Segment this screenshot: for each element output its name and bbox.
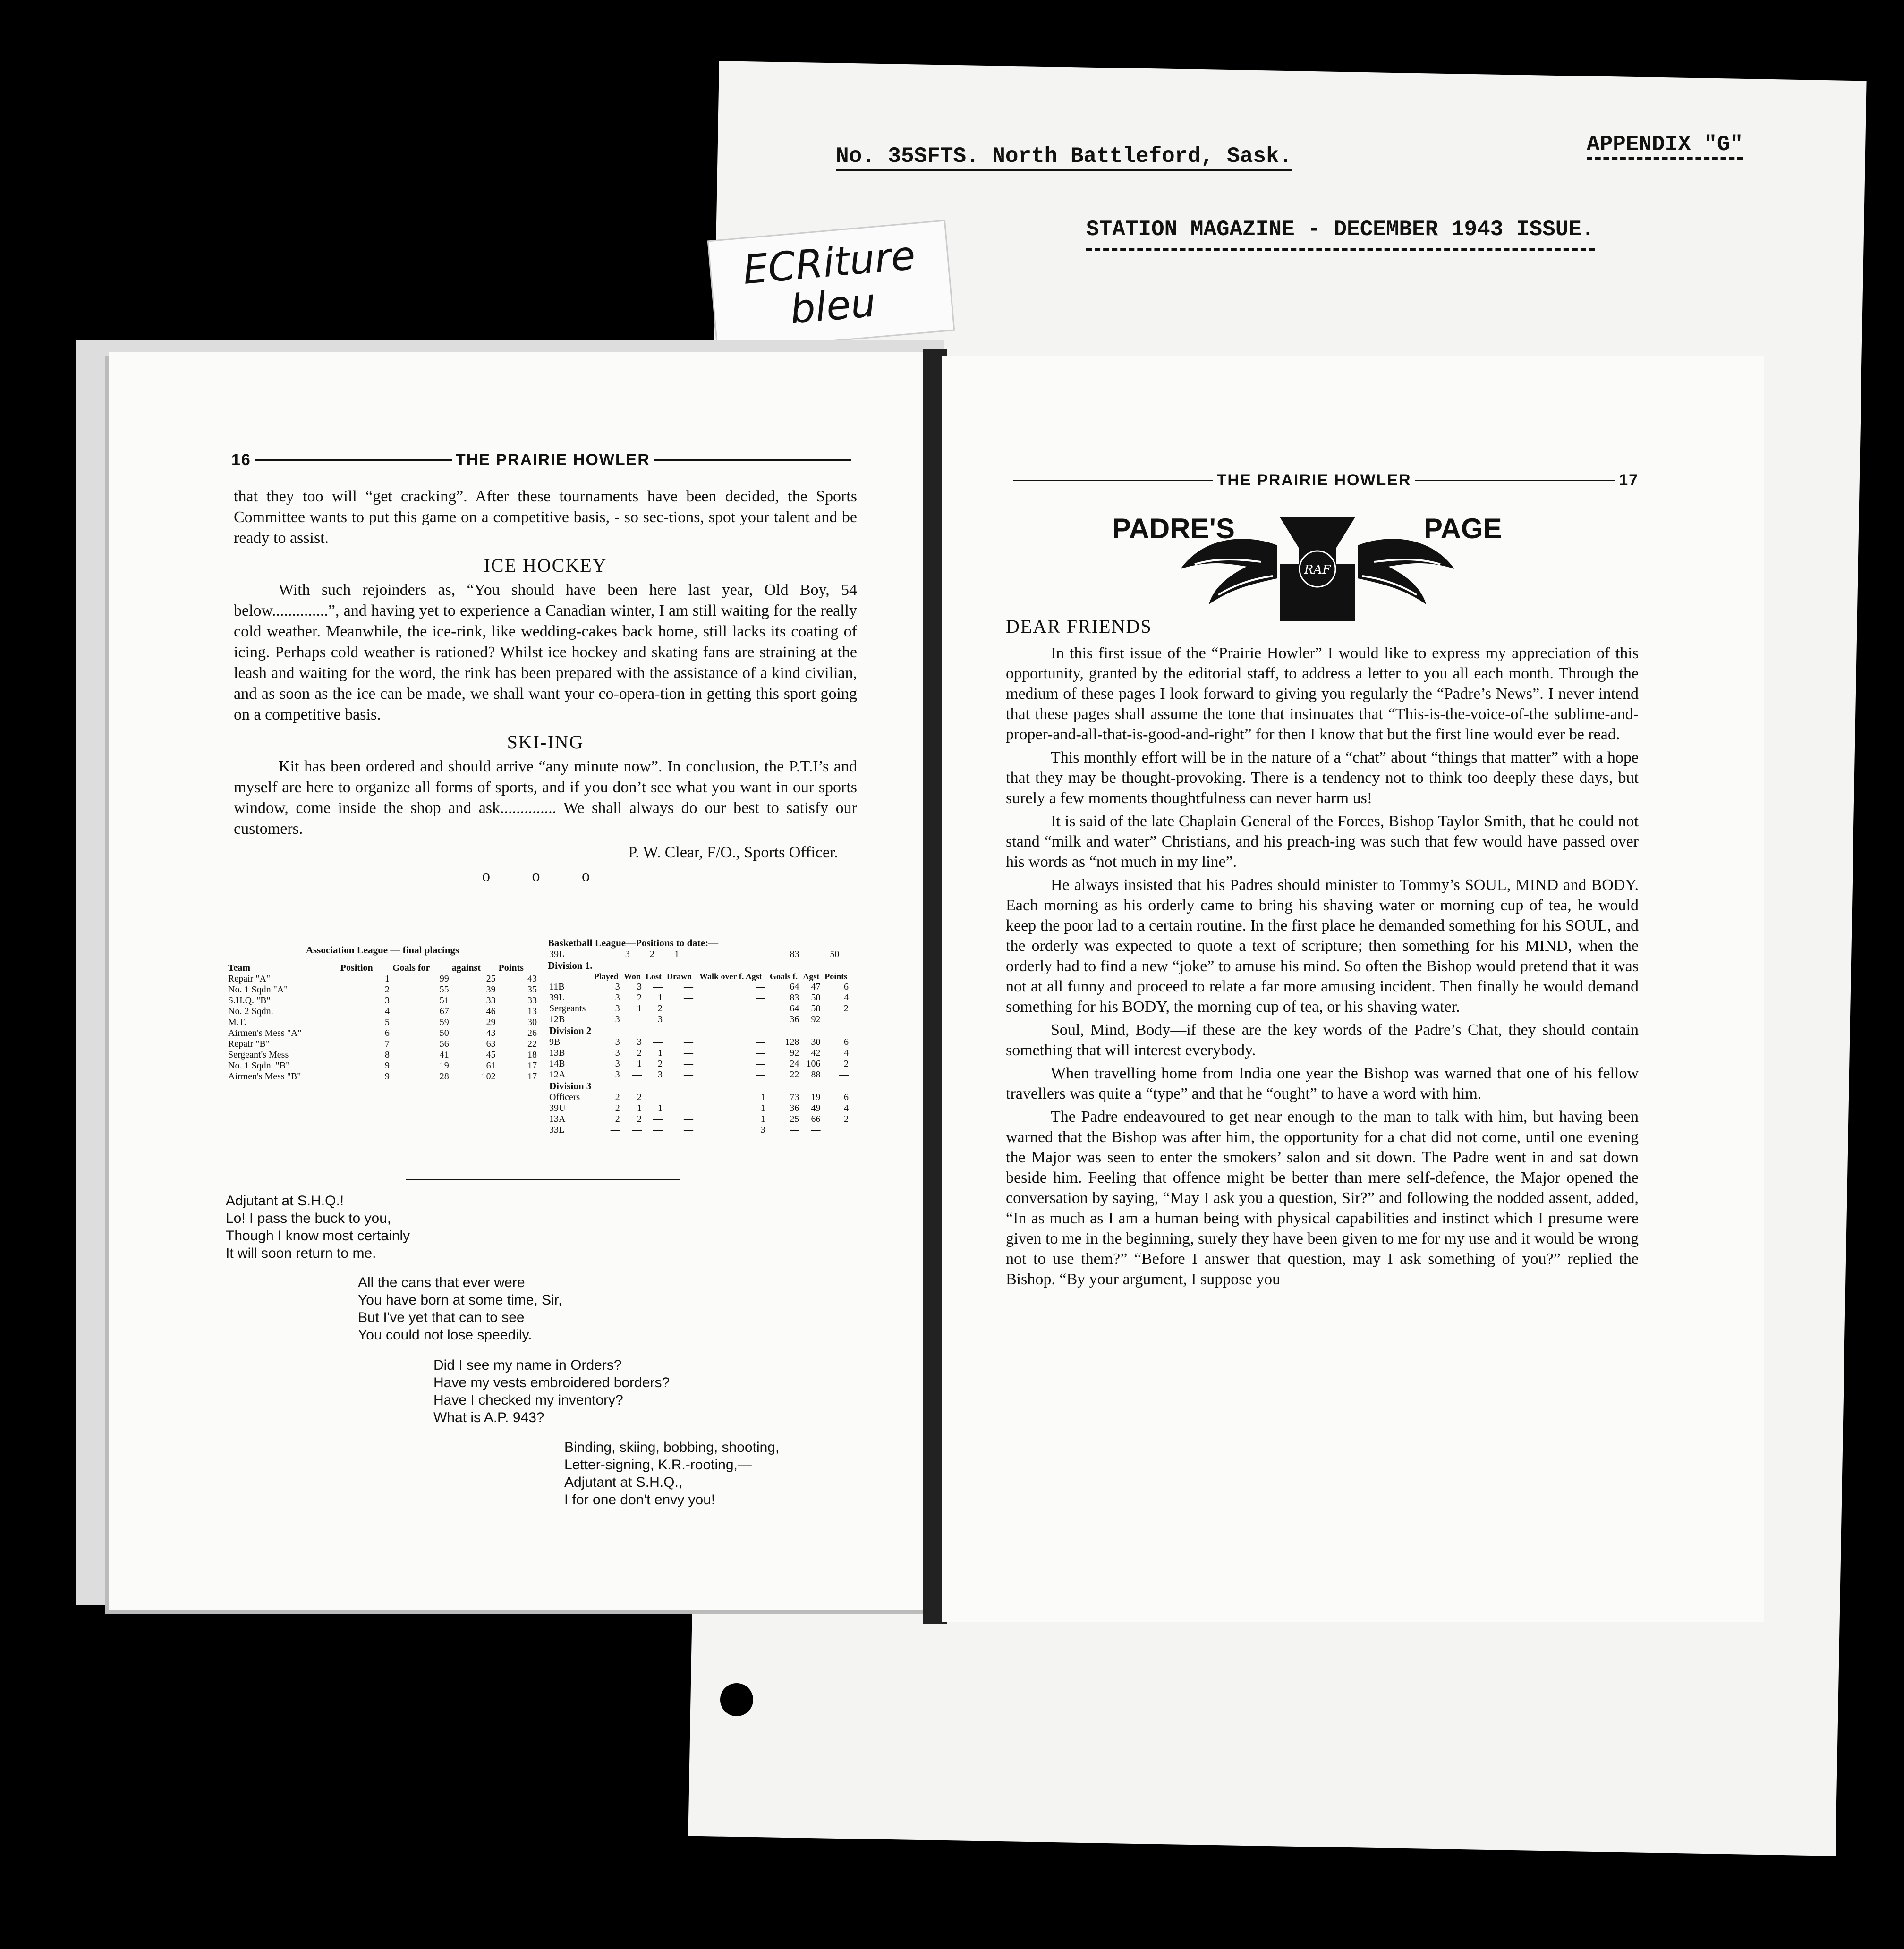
paragraph: It is said of the late Chaplain General of the Forces, Bishop Taylor Smith, that he could not stand “milk and water” Christians, and his preach-ing was such that few would have passed over his words as “not much in my line”. (1006, 813, 1639, 871)
table-cell: Officers (549, 1092, 580, 1102)
column-header: Played (594, 972, 619, 981)
table-cell: 4 (844, 1103, 849, 1113)
sticky-note-line: ECRiture (741, 232, 918, 293)
table-cell: 102 (481, 1071, 496, 1082)
table-cell: — (632, 1069, 642, 1080)
poem-line: I for one don't envy you! (564, 1492, 715, 1508)
table-cell: 3 (385, 995, 390, 1006)
poem-line: But I've yet that can to see (358, 1310, 525, 1325)
table-cell: 1 (658, 1103, 663, 1113)
table-cell: 43 (527, 974, 537, 984)
table-cell: — (756, 1003, 765, 1014)
table-row (548, 1048, 850, 1059)
paragraph: In this first issue of the “Prairie Howler” I would like to express my appreciation of this opportunity, granted by the editorial staff, to address a letter to you all each month. Through the medium of these pages I look forward to giving you regularly the “Padre’s News”. I never intend that these pages shall assume the tone that insinuates that “This-is-the-voice-of-the sublime-and-proper-and-all-that-is-good-and-right” for then I know that but the first line would ever be read. (1006, 644, 1639, 743)
table-cell: 13B (549, 1048, 565, 1058)
table-row (548, 1069, 850, 1080)
table-row (227, 1028, 538, 1039)
table-cell: 2 (844, 1059, 849, 1069)
table-cell: 39U (549, 1103, 566, 1113)
table-cell: — (756, 982, 765, 992)
table-cell: 2 (637, 992, 642, 1003)
poem-line: It will soon return to me. (226, 1246, 376, 1261)
page-number: 17 (1619, 471, 1639, 489)
table-cell: Repair "A" (228, 974, 271, 984)
left-running-header (231, 451, 855, 469)
table-cell: 26 (527, 1028, 537, 1038)
sticky-note (709, 221, 953, 350)
table-cell: 64 (790, 1003, 799, 1014)
column-header: Points (498, 963, 524, 973)
table-cell: — (756, 1048, 765, 1058)
table-row (548, 1014, 850, 1025)
table-cell: 7 (385, 1039, 390, 1049)
table-cell: 3 (760, 1125, 765, 1135)
table-cell: 35 (527, 984, 537, 995)
column-header: Won (623, 972, 641, 981)
table-row (548, 1114, 850, 1125)
table-cell: 106 (806, 1059, 821, 1069)
table-cell: 13A (549, 1114, 566, 1124)
table-cell (841, 949, 850, 960)
running-title: THE PRAIRIE HOWLER (455, 451, 650, 469)
right-article (1006, 616, 1639, 1292)
table-row (548, 1037, 850, 1048)
table-cell: — (790, 1125, 799, 1135)
paragraph: that they too will “get cracking”. After these tournaments have been decided, the Sports Committee wants to put this game on a competitive basis, - so sec-tions, spot your talent and be ready to assist. (234, 488, 857, 547)
separator: o o o (482, 867, 609, 885)
table-cell: 29 (486, 1017, 496, 1027)
table-cell: 9 (385, 1060, 390, 1071)
table-cell: 63 (486, 1039, 496, 1049)
poem-line: You have born at some time, Sir, (358, 1292, 562, 1308)
table-title: Basketball League—Positions to date:— (548, 937, 719, 949)
table-cell: 92 (811, 1014, 821, 1025)
table-cell: 66 (811, 1114, 821, 1124)
column-header: Walk over f. Agst (699, 972, 762, 981)
table-cell: 99 (439, 974, 449, 984)
table-cell: 83 (790, 949, 799, 959)
poem-line: You could not lose speedily. (358, 1327, 532, 1343)
table-cell: — (610, 1125, 620, 1135)
table-cell: 36 (790, 1103, 799, 1113)
table-cell: 55 (439, 984, 449, 995)
table-row (548, 982, 850, 992)
table-cell: 3 (615, 992, 620, 1003)
table-cell: 3 (615, 1048, 620, 1058)
table-cell: 1 (385, 974, 390, 984)
table-cell: 3 (615, 982, 620, 992)
poem-line: Though I know most certainly (226, 1228, 410, 1244)
basketball-league-table (548, 937, 859, 1136)
table-cell: 41 (439, 1050, 449, 1060)
table-cell: — (684, 1092, 694, 1102)
column-header: Lost (646, 972, 662, 981)
table-cell: 128 (785, 1037, 799, 1047)
paragraph: When travelling home from India one year the Bishop was warned that one of his fellow travellers was quite a “type” and that he “ought” to have a word with him. (1006, 1065, 1639, 1102)
table-row (227, 984, 538, 995)
sticky-note-line: bleu (788, 279, 878, 333)
table-row (548, 1103, 850, 1114)
table-cell: 30 (811, 1037, 821, 1047)
table-cell: Airmen's Mess "A" (228, 1028, 302, 1038)
table-cell: — (709, 949, 719, 959)
table-cell: M.T. (228, 1017, 246, 1027)
column-header: Drawn (667, 972, 692, 981)
emblem-monogram: RAF (1304, 563, 1331, 577)
magazine-title: STATION MAGAZINE - DECEMBER 1943 ISSUE. (1086, 217, 1595, 251)
table-cell: — (684, 1059, 694, 1069)
table-cell: 1 (760, 1103, 765, 1113)
table-cell: 50 (439, 1028, 449, 1038)
table-cell: 2 (615, 1103, 620, 1113)
table-cell: 2 (637, 1092, 642, 1102)
table-cell: — (684, 982, 694, 992)
table-cell: 88 (811, 1069, 821, 1080)
table-cell: 1 (637, 1103, 642, 1113)
poem-line: Adjutant at S.H.Q., (564, 1474, 683, 1490)
table-cell: — (756, 992, 765, 1003)
table-row (548, 1092, 850, 1103)
table-cell: Sergeants (549, 1003, 586, 1014)
table-cell: Sergeant's Mess (228, 1050, 289, 1060)
table-cell: 39 (486, 984, 496, 995)
column-header: Agst (803, 972, 820, 981)
table-cell: — (684, 1103, 694, 1113)
table-cell: 1 (760, 1092, 765, 1102)
table-cell: 59 (439, 1017, 449, 1027)
table-cell: 43 (486, 1028, 496, 1038)
table-cell: 2 (658, 1003, 663, 1014)
table-cell: 36 (790, 1014, 799, 1025)
table-cell: 3 (658, 1069, 663, 1080)
paragraph: Kit has been ordered and should arrive “any minute now”. In conclusion, the P.T.I’s and myself are here to organize all forms of sports, and if you don’t see what you want in our sports window, come inside the shop and ask.............. We shall always do our best to satisfy our customers. (234, 758, 857, 838)
poem-line: All the cans that ever were (358, 1275, 525, 1290)
table-cell: 17 (527, 1071, 537, 1082)
table-cell: 1 (674, 949, 680, 959)
table-cell: 73 (790, 1092, 799, 1102)
poem-line: Did I see my name in Orders? (434, 1357, 622, 1373)
table-cell (822, 1125, 850, 1136)
poem-stanza (358, 1274, 562, 1344)
table-cell: Repair "B" (228, 1039, 270, 1049)
column-header: Team (228, 963, 251, 973)
table-cell: 30 (527, 1017, 537, 1027)
table-row (227, 1006, 538, 1017)
table-cell: 39L (549, 992, 565, 1003)
poem-line: Have I checked my inventory? (434, 1392, 623, 1408)
poem-stanza (434, 1356, 670, 1426)
rule (406, 1179, 680, 1180)
table-cell: 92 (790, 1048, 799, 1058)
salutation: DEAR FRIENDS (1006, 616, 1152, 637)
paragraph: With such rejoinders as, “You should have been here last year, Old Boy, 54 below..............”, and having yet to experience a Canadian winter, I am still waiting for the really cold weather. Meanwhile, the ice-rink, like wedding-cakes back home, still lacks its coating of icing. Perhaps cold weather is rationed? Whilst ice hockey and skating fans are straining at the leash and waiting for the word, the rink has been prepared with the assistance of a kind civilian, and as soon as the ice can be made, we shall want your co-opera-tion in getting this sport going on a competitive basis. (234, 581, 857, 723)
table-cell: 64 (790, 982, 799, 992)
paragraph: Soul, Mind, Body—if these are the key words of the Padre’s Chat, they should contain something that will interest everybody. (1006, 1021, 1639, 1059)
poem-stanza (564, 1439, 779, 1508)
table-cell: — (684, 1048, 694, 1058)
table-cell: 28 (439, 1071, 449, 1082)
table-cell: — (684, 992, 694, 1003)
table-row (548, 1059, 850, 1069)
table-cell: 2 (650, 949, 654, 959)
table-cell: 6 (844, 982, 849, 992)
table-cell: — (839, 1014, 849, 1025)
table-cell: 9 (385, 1071, 390, 1082)
table-cell: — (684, 1114, 694, 1124)
table-cell: 1 (658, 1048, 663, 1058)
table-cell: 3 (615, 1003, 620, 1014)
table-cell: 2 (615, 1092, 620, 1102)
table-cell: 2 (637, 1048, 642, 1058)
signature: P. W. Clear, F/O., Sports Officer. (628, 844, 838, 861)
poem-line: Letter-signing, K.R.-rooting,— (564, 1457, 752, 1473)
table-cell: — (632, 1014, 642, 1025)
table-cell: 1 (637, 1059, 642, 1069)
padres-title-right: PAGE (1424, 513, 1502, 544)
column-header: Position (340, 963, 373, 973)
paragraph: This monthly effort will be in the nature of a “chat” about “things that matter” with a hope that they may be thought-provoking. There is a tendency not to think too deeply these days, but surely a few moments thoughtfulness can never harm us! (1006, 749, 1639, 807)
table-cell: 22 (790, 1069, 799, 1080)
table-cell: 2 (844, 1003, 849, 1014)
table-cell: 6 (844, 1092, 849, 1102)
section-heading: ICE HOCKEY (484, 555, 607, 576)
right-running-header (1013, 471, 1639, 490)
table-cell: 67 (439, 1006, 449, 1017)
table-cell: — (653, 1114, 663, 1124)
table-cell: — (684, 1003, 694, 1014)
table-cell: 24 (790, 1059, 799, 1069)
table-cell: 47 (811, 982, 821, 992)
table-cell: — (839, 1069, 849, 1080)
table-title: Association League — final placings (306, 944, 459, 956)
table-cell: 33L (549, 1125, 565, 1135)
table-cell: 50 (811, 992, 821, 1003)
table-cell: 2 (844, 1114, 849, 1124)
poem-line: Adjutant at S.H.Q.! (226, 1193, 344, 1209)
table-cell: 51 (439, 995, 449, 1006)
table-cell: 56 (439, 1039, 449, 1049)
table-cell: — (756, 1037, 765, 1047)
table-cell: 83 (790, 992, 799, 1003)
association-league-table (227, 944, 538, 1082)
table-cell: 45 (486, 1050, 496, 1060)
poem-line: Lo! I pass the buck to you, (226, 1211, 391, 1226)
column-header: Goals for (392, 963, 430, 973)
table-cell: 1 (658, 992, 663, 1003)
table-cell: 14B (549, 1059, 565, 1069)
table-cell: 22 (527, 1039, 537, 1049)
table-cell: 18 (527, 1050, 537, 1060)
table-cell: 4 (844, 1048, 849, 1058)
division-label: Division 1. (548, 960, 593, 971)
table-cell: 8 (385, 1050, 390, 1060)
table-row (227, 1060, 538, 1071)
table-cell: — (653, 1125, 663, 1135)
table-cell: 4 (844, 992, 849, 1003)
table-cell: 1 (760, 1114, 765, 1124)
table-cell: — (653, 1037, 663, 1047)
table-cell: 19 (811, 1092, 821, 1102)
table-cell: 12A (549, 1069, 566, 1080)
table-cell: 4 (385, 1006, 390, 1017)
table-cell: S.H.Q. "B" (228, 995, 271, 1006)
table-cell: 13 (527, 1006, 537, 1017)
running-title: THE PRAIRIE HOWLER (1216, 471, 1411, 489)
table-cell: 6 (385, 1028, 390, 1038)
poem-line: What is A.P. 943? (434, 1410, 544, 1425)
table-row (227, 1017, 538, 1028)
raf-wings-cross-icon (1176, 512, 1459, 626)
table-row (548, 1003, 850, 1014)
table-cell: 25 (790, 1114, 799, 1124)
table-cell: 42 (811, 1048, 821, 1058)
table-row (548, 1125, 850, 1136)
table-cell: 39L (549, 949, 565, 959)
column-header: Points (824, 972, 848, 981)
table-cell: — (756, 1069, 765, 1080)
table-cell: 2 (615, 1114, 620, 1124)
table-cell: 17 (527, 1060, 537, 1071)
paragraph: The Padre endeavoured to get near enough to the man to talk with him, but having been warned that the Bishop was after him, the opportunity for a chat did not come, until one evening the Major was seen to enter the smokers’ salon and sit down. The Padre went in and sat down beside him. Feeling that offence might be better than mere self-defence, the Major opened the conversation by saying, “May I ask you a question, Sir?” and following the nodded assent, added, “In as much as I am a human being with physical capabilities and instinct which I presume were given to me in the beginning, surely they have been given to me for my use and it would be wrong not to use them?” “Before I answer that question, may I ask something of you?” replied the Bishop. “By your argument, I suppose you (1006, 1108, 1639, 1288)
division-label: Division 2 (549, 1025, 592, 1036)
table-cell: — (756, 1059, 765, 1069)
table-cell: 5 (385, 1017, 390, 1027)
table-cell: — (632, 1125, 642, 1135)
paragraph: He always insisted that his Padres should minister to Tommy’s SOUL, MIND and BODY. Each morning as his orderly came to bring his shaving water or morning cup of tea, he would keep the poor lad to a certain routine. In the first place he demanded something for his SOUL, and the orderly was expected to quote a text of scripture; then something for his MIND, when the orderly had to find a new “joke” to amuse his mind. So often the Bishop would pretend that it was not at all funny and proceed to relate a far more amusing incident. Then finally he would demand something for his BODY, the morning cup of tea, or his shaving water. (1006, 876, 1639, 1016)
table-row (227, 1050, 538, 1060)
table-row (227, 995, 538, 1006)
poem-line: Binding, skiing, bobbing, shooting, (564, 1440, 780, 1455)
table-row (227, 1071, 538, 1082)
section-heading: SKI-ING (507, 731, 584, 753)
table-cell: 2 (658, 1059, 663, 1069)
padres-title-left: PADRE'S (1112, 513, 1235, 544)
table-cell: 1 (637, 1003, 642, 1014)
table-cell: 58 (811, 1003, 821, 1014)
table-cell: 25 (486, 974, 496, 984)
table-cell: — (756, 1014, 765, 1025)
division-label: Division 3 (549, 1080, 592, 1092)
appendix-label: APPENDIX "G" (1587, 132, 1743, 160)
table-row (548, 992, 850, 1003)
table-cell: 11B (549, 982, 565, 992)
table-cell: No. 1 Sqdn "A" (228, 984, 288, 995)
table-cell: 50 (830, 949, 840, 959)
table-cell: 6 (844, 1037, 849, 1047)
table-cell: No. 2 Sqdn. (228, 1006, 273, 1017)
table-cell: — (684, 1069, 694, 1080)
table-cell: 61 (486, 1060, 496, 1071)
table-cell: 3 (637, 982, 642, 992)
table-cell: Airmen's Mess "B" (228, 1071, 301, 1082)
table-row (548, 949, 850, 960)
table-cell: — (684, 1037, 694, 1047)
poem-stanza (226, 1192, 410, 1262)
table-cell: 12B (549, 1014, 565, 1025)
table-cell: — (684, 1014, 694, 1025)
column-header (548, 972, 591, 982)
column-header: against (451, 963, 481, 973)
left-article (234, 486, 857, 887)
table-cell: 33 (486, 995, 496, 1006)
table-cell: 46 (486, 1006, 496, 1017)
table-cell: — (684, 1125, 694, 1135)
page-number: 16 (231, 451, 251, 469)
table-cell: 49 (811, 1103, 821, 1113)
table-cell: 9B (549, 1037, 561, 1047)
table-cell: — (653, 982, 663, 992)
table-row (227, 1039, 538, 1050)
table-cell: 3 (637, 1037, 642, 1047)
table-cell: 33 (527, 995, 537, 1006)
table-cell: 3 (615, 1059, 620, 1069)
table-cell: — (653, 1092, 663, 1102)
table-row (227, 974, 538, 984)
table-cell: 3 (615, 1069, 620, 1080)
table-cell: 2 (385, 984, 390, 995)
table-cell: 3 (625, 949, 630, 959)
poem-line: Have my vests embroidered borders? (434, 1375, 670, 1390)
table-cell: 2 (637, 1114, 642, 1124)
table-cell: No. 1 Sqdn. "B" (228, 1060, 290, 1071)
column-header: Goals f. (770, 972, 798, 981)
table-cell: — (749, 949, 759, 959)
table-cell: 3 (658, 1014, 663, 1025)
station-header: No. 35SFTS. North Battleford, Sask. (836, 144, 1292, 171)
punch-hole (720, 1683, 753, 1716)
table-cell: 3 (615, 1014, 620, 1025)
table-cell: 19 (439, 1060, 449, 1071)
table-cell: 3 (615, 1037, 620, 1047)
table-cell: — (811, 1125, 821, 1135)
